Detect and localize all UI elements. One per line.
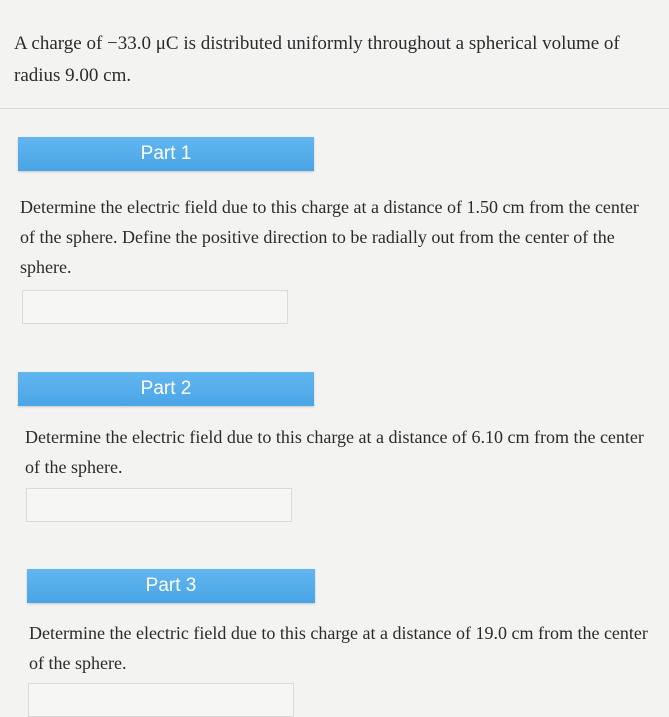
part-2-header[interactable]: Part 2 [18, 372, 314, 406]
problem-statement: A charge of −33.0 μC is distributed uniformly throughout a spherical volume of radius 9.00 cm. [14, 33, 620, 86]
divider [0, 108, 669, 109]
part-3-answer-input[interactable] [28, 683, 294, 717]
part-1-answer-input[interactable] [22, 290, 288, 324]
part-2-answer-input[interactable] [26, 488, 292, 522]
part-3-question: Determine the electric field due to this charge at a distance of 19.0 cm from the center of the sphere. [29, 623, 648, 673]
part-1-question: Determine the electric field due to this charge at a distance of 1.50 cm from the center of the sphere. Define the positive direction to be radially out from the center of the sphere. [20, 197, 639, 277]
part-2-question: Determine the electric field due to this charge at a distance of 6.10 cm from the center of the sphere. [25, 427, 644, 477]
part-3-header[interactable]: Part 3 [27, 569, 315, 603]
part-1-header[interactable]: Part 1 [18, 137, 314, 171]
